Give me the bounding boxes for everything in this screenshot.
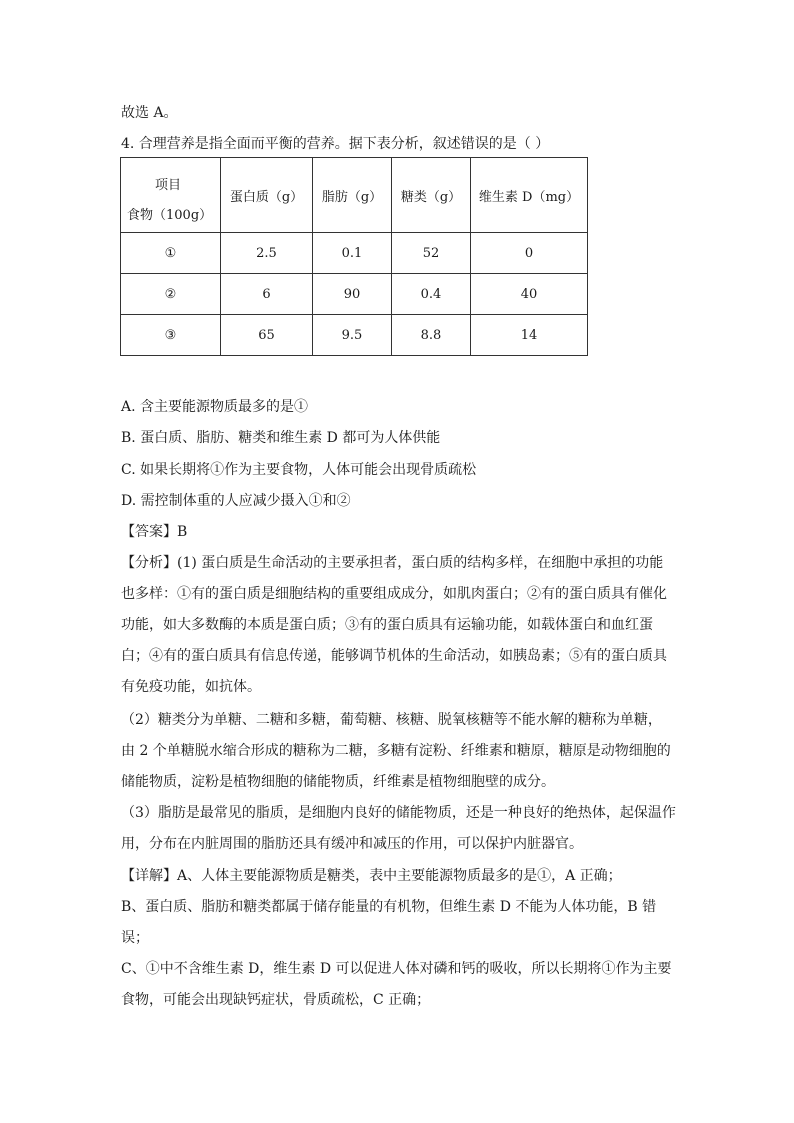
- table-cell: 0: [471, 233, 588, 274]
- table-cell: 40: [471, 274, 588, 315]
- analysis-line: （2）糖类分为单糖、二糖和多糖，葡萄糖、核糖、脱氧核糖等不能水解的糖称为单糖，: [121, 712, 662, 728]
- previous-answer-line: 故选 A。: [121, 105, 178, 121]
- option-d: D. 需控制体重的人应减少摄入①和②: [121, 493, 351, 509]
- column-header: 脂肪（g）: [313, 158, 392, 233]
- table-cell: 65: [221, 315, 313, 356]
- column-header: 维生素 D（mg）: [471, 158, 588, 233]
- table-row: [121, 274, 588, 315]
- question-stem: 4. 合理营养是指全面而平衡的营养。据下表分析，叙述错误的是（ ）: [121, 136, 550, 152]
- analysis-line: 用，分布在内脏周围的脂肪还具有缓冲和减压的作用，可以保护内脏器官。: [121, 836, 583, 852]
- food-label: ②: [121, 274, 221, 315]
- table-cell: 2.5: [221, 233, 313, 274]
- analysis-line: 【分析】(1) 蛋白质是生命活动的主要承担者，蛋白质的结构多样，在细胞中承担的功能: [121, 555, 664, 571]
- analysis-line: 功能，如大多数酶的本质是蛋白质；③有的蛋白质具有运输功能，如载体蛋白和血红蛋: [121, 617, 653, 633]
- nutrition-table: [120, 157, 588, 356]
- explanation-line: 【详解】A、人体主要能源物质是糖类，表中主要能源物质最多的是①，A 正确；: [121, 868, 622, 884]
- answer-line: 【答案】B: [121, 524, 188, 540]
- food-label: ①: [121, 233, 221, 274]
- food-label: ③: [121, 315, 221, 356]
- option-a: A. 含主要能源物质最多的是①: [121, 399, 309, 415]
- table-cell: 0.1: [313, 233, 392, 274]
- analysis-line: （3）脂肪是最常见的脂质，是细胞内良好的储能物质，还是一种良好的绝热体，起保温作: [121, 805, 676, 821]
- option-b: B. 蛋白质、脂肪、糖类和维生素 D 都可为人体供能: [121, 430, 441, 446]
- explanation-line: C、①中不含维生素 D，维生素 D 可以促进人体对磷和钙的吸收，所以长期将①作为主要: [121, 961, 672, 977]
- option-c: C. 如果长期将①作为主要食物，人体可能会出现骨质疏松: [121, 462, 477, 478]
- table-row: [121, 233, 588, 274]
- table-cell: 52: [392, 233, 471, 274]
- table-cell: 14: [471, 315, 588, 356]
- explanation-line: B、蛋白质、脂肪和糖类都属于储存能量的有机物，但维生素 D 不能为人体功能，B 错: [121, 899, 657, 915]
- table-cell: 8.8: [392, 315, 471, 356]
- table-cell: 90: [313, 274, 392, 315]
- analysis-line: 也多样：①有的蛋白质是细胞结构的重要组成成分，如肌肉蛋白；②有的蛋白质具有催化: [121, 586, 667, 602]
- analysis-line: 有免疫功能，如抗体。: [121, 679, 261, 695]
- table-cell: 9.5: [313, 315, 392, 356]
- analysis-line: 由 2 个单糖脱水缩合形成的糖称为二糖，多糖有淀粉、纤维素和糖原，糖原是动物细胞的: [121, 743, 671, 759]
- analysis-line: 储能物质，淀粉是植物细胞的储能物质，纤维素是植物细胞壁的成分。: [121, 774, 555, 790]
- column-header: 蛋白质（g）: [221, 158, 313, 233]
- table-cell: 6: [221, 274, 313, 315]
- corner-label-food: 食物（100g）: [127, 208, 213, 223]
- explanation-line: 误；: [121, 930, 149, 946]
- table-cell: 0.4: [392, 274, 471, 315]
- explanation-line: 食物，可能会出现缺钙症状，骨质疏松，C 正确；: [121, 992, 431, 1008]
- column-header: 糖类（g）: [392, 158, 471, 233]
- analysis-line: 白；④有的蛋白质具有信息传递，能够调节机体的生命活动，如胰岛素；⑤有的蛋白质具: [121, 648, 667, 664]
- table-corner-cell: [121, 158, 221, 233]
- corner-label-item: 项目: [155, 178, 182, 193]
- table-row: [121, 315, 588, 356]
